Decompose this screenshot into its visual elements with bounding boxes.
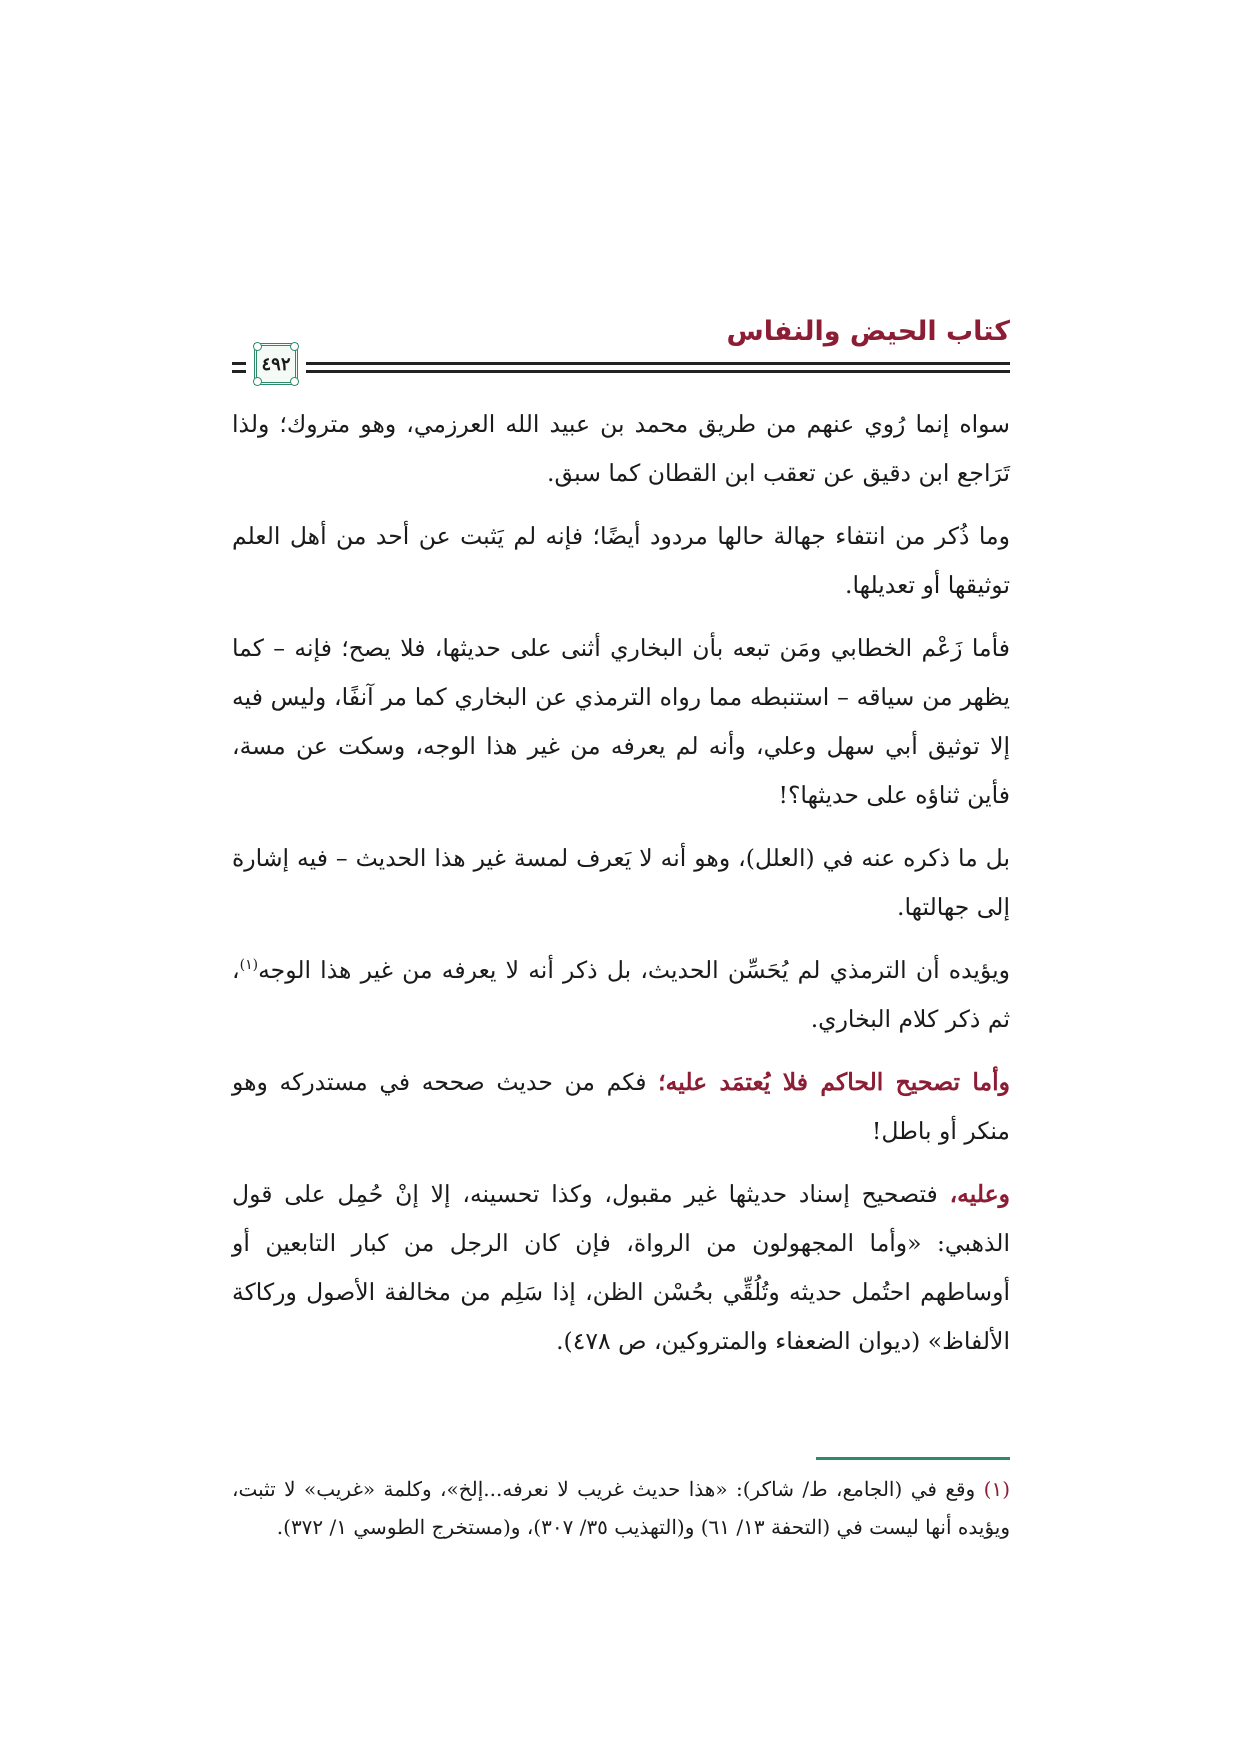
book-title: كتاب الحيض والنفاس <box>726 316 1010 347</box>
paragraph-text: فكم من حديث صححه في مستدركه وهو منكر أو باطل! <box>232 1068 1010 1145</box>
ornament-icon <box>290 377 299 386</box>
main-text <box>232 400 1010 1380</box>
paragraph <box>232 1058 1010 1156</box>
header-rule-left-top <box>232 362 246 365</box>
paragraph-text: ويؤيده أن الترمذي لم يُحَسِّن الحديث، بل ذكر أنه لا يعرفه من غير هذا الوجه <box>258 956 1010 984</box>
paragraph: فأما زَعْم الخطابي ومَن تبعه بأن البخاري أثنى على حديثها، فلا يصح؛ فإنه – كما يظهر من سياقه – استنبطه مما رواه الترمذي عن البخاري كما مر آنفًا، وليس فيه إلا توثيق أبي سهل وعلي، وأنه لم يعرفه من غير هذا الوجه، وسكت عن مسة، فأين ثناؤه على حديثها؟! <box>232 634 1010 809</box>
page-header <box>232 316 1010 386</box>
header-rule-bottom <box>306 370 1010 373</box>
footnote-ref[interactable]: (١) <box>239 957 259 974</box>
paragraph-text: فتصحيح إسناد حديثها غير مقبول، وكذا تحسينه، إلا إنْ حُمِل على قول الذهبي: «وأما المجهولون من الرواة، فإن كان الرجل من كبار التابعين أو أوساطهم احتُمل حديثه وتُلُقِّي بحُسْن الظن، إذا سَلِم من مخالفة الأصول وركاكة الألفاظ» (ديوان الضعفاء والمتروكين، ص ٤٧٨). <box>232 1180 1010 1355</box>
paragraph-text: ، ثم ذكر كلام البخاري. <box>232 956 1010 1033</box>
paragraph: وما ذُكر من انتفاء جهالة حالها مردود أيضًا؛ فإنه لم يَثبت عن أحد من أهل العلم توثيقها أو تعديلها. <box>232 522 1010 599</box>
paragraph <box>232 946 1010 1044</box>
footnote <box>232 1470 1010 1546</box>
ornament-icon <box>290 342 299 351</box>
footnotes <box>232 1470 1010 1546</box>
paragraph <box>232 1170 1010 1366</box>
footnote-separator <box>816 1457 1010 1460</box>
paragraph: بل ما ذكره عنه في (العلل)، وهو أنه لا يَعرف لمسة غير هذا الحديث – فيه إشارة إلى جهالتها. <box>232 844 1010 921</box>
page-number: ٤٩٢ <box>261 353 291 375</box>
header-rule-top <box>306 362 1010 365</box>
emphasis-text: وأما تصحيح الحاكم فلا يُعتمَد عليه؛ <box>658 1068 1010 1096</box>
header-rule-left-bottom <box>232 370 246 373</box>
ornament-icon <box>253 342 262 351</box>
ornament-icon <box>253 377 262 386</box>
footnote-number: (١) <box>983 1477 1011 1501</box>
footnote-text: وقع في (الجامع، ط/ شاكر): «هذا حديث غريب لا نعرفه...إلخ»، وكلمة «غريب» لا تثبت، ويؤيده أنها ليست في (التحفة ١٣/ ٦١) و(التهذيب ٣٥/ ٣٠٧)، و(مستخرج الطوسي ١/ ٣٧٢). <box>232 1477 1010 1539</box>
page-number-badge <box>254 343 298 385</box>
paragraph: سواه إنما رُوي عنهم من طريق محمد بن عبيد الله العرزمي، وهو متروك؛ ولذا تَرَاجع ابن دقيق عن تعقب ابن القطان كما سبق. <box>232 410 1010 487</box>
emphasis-text: وعليه، <box>949 1180 1010 1208</box>
